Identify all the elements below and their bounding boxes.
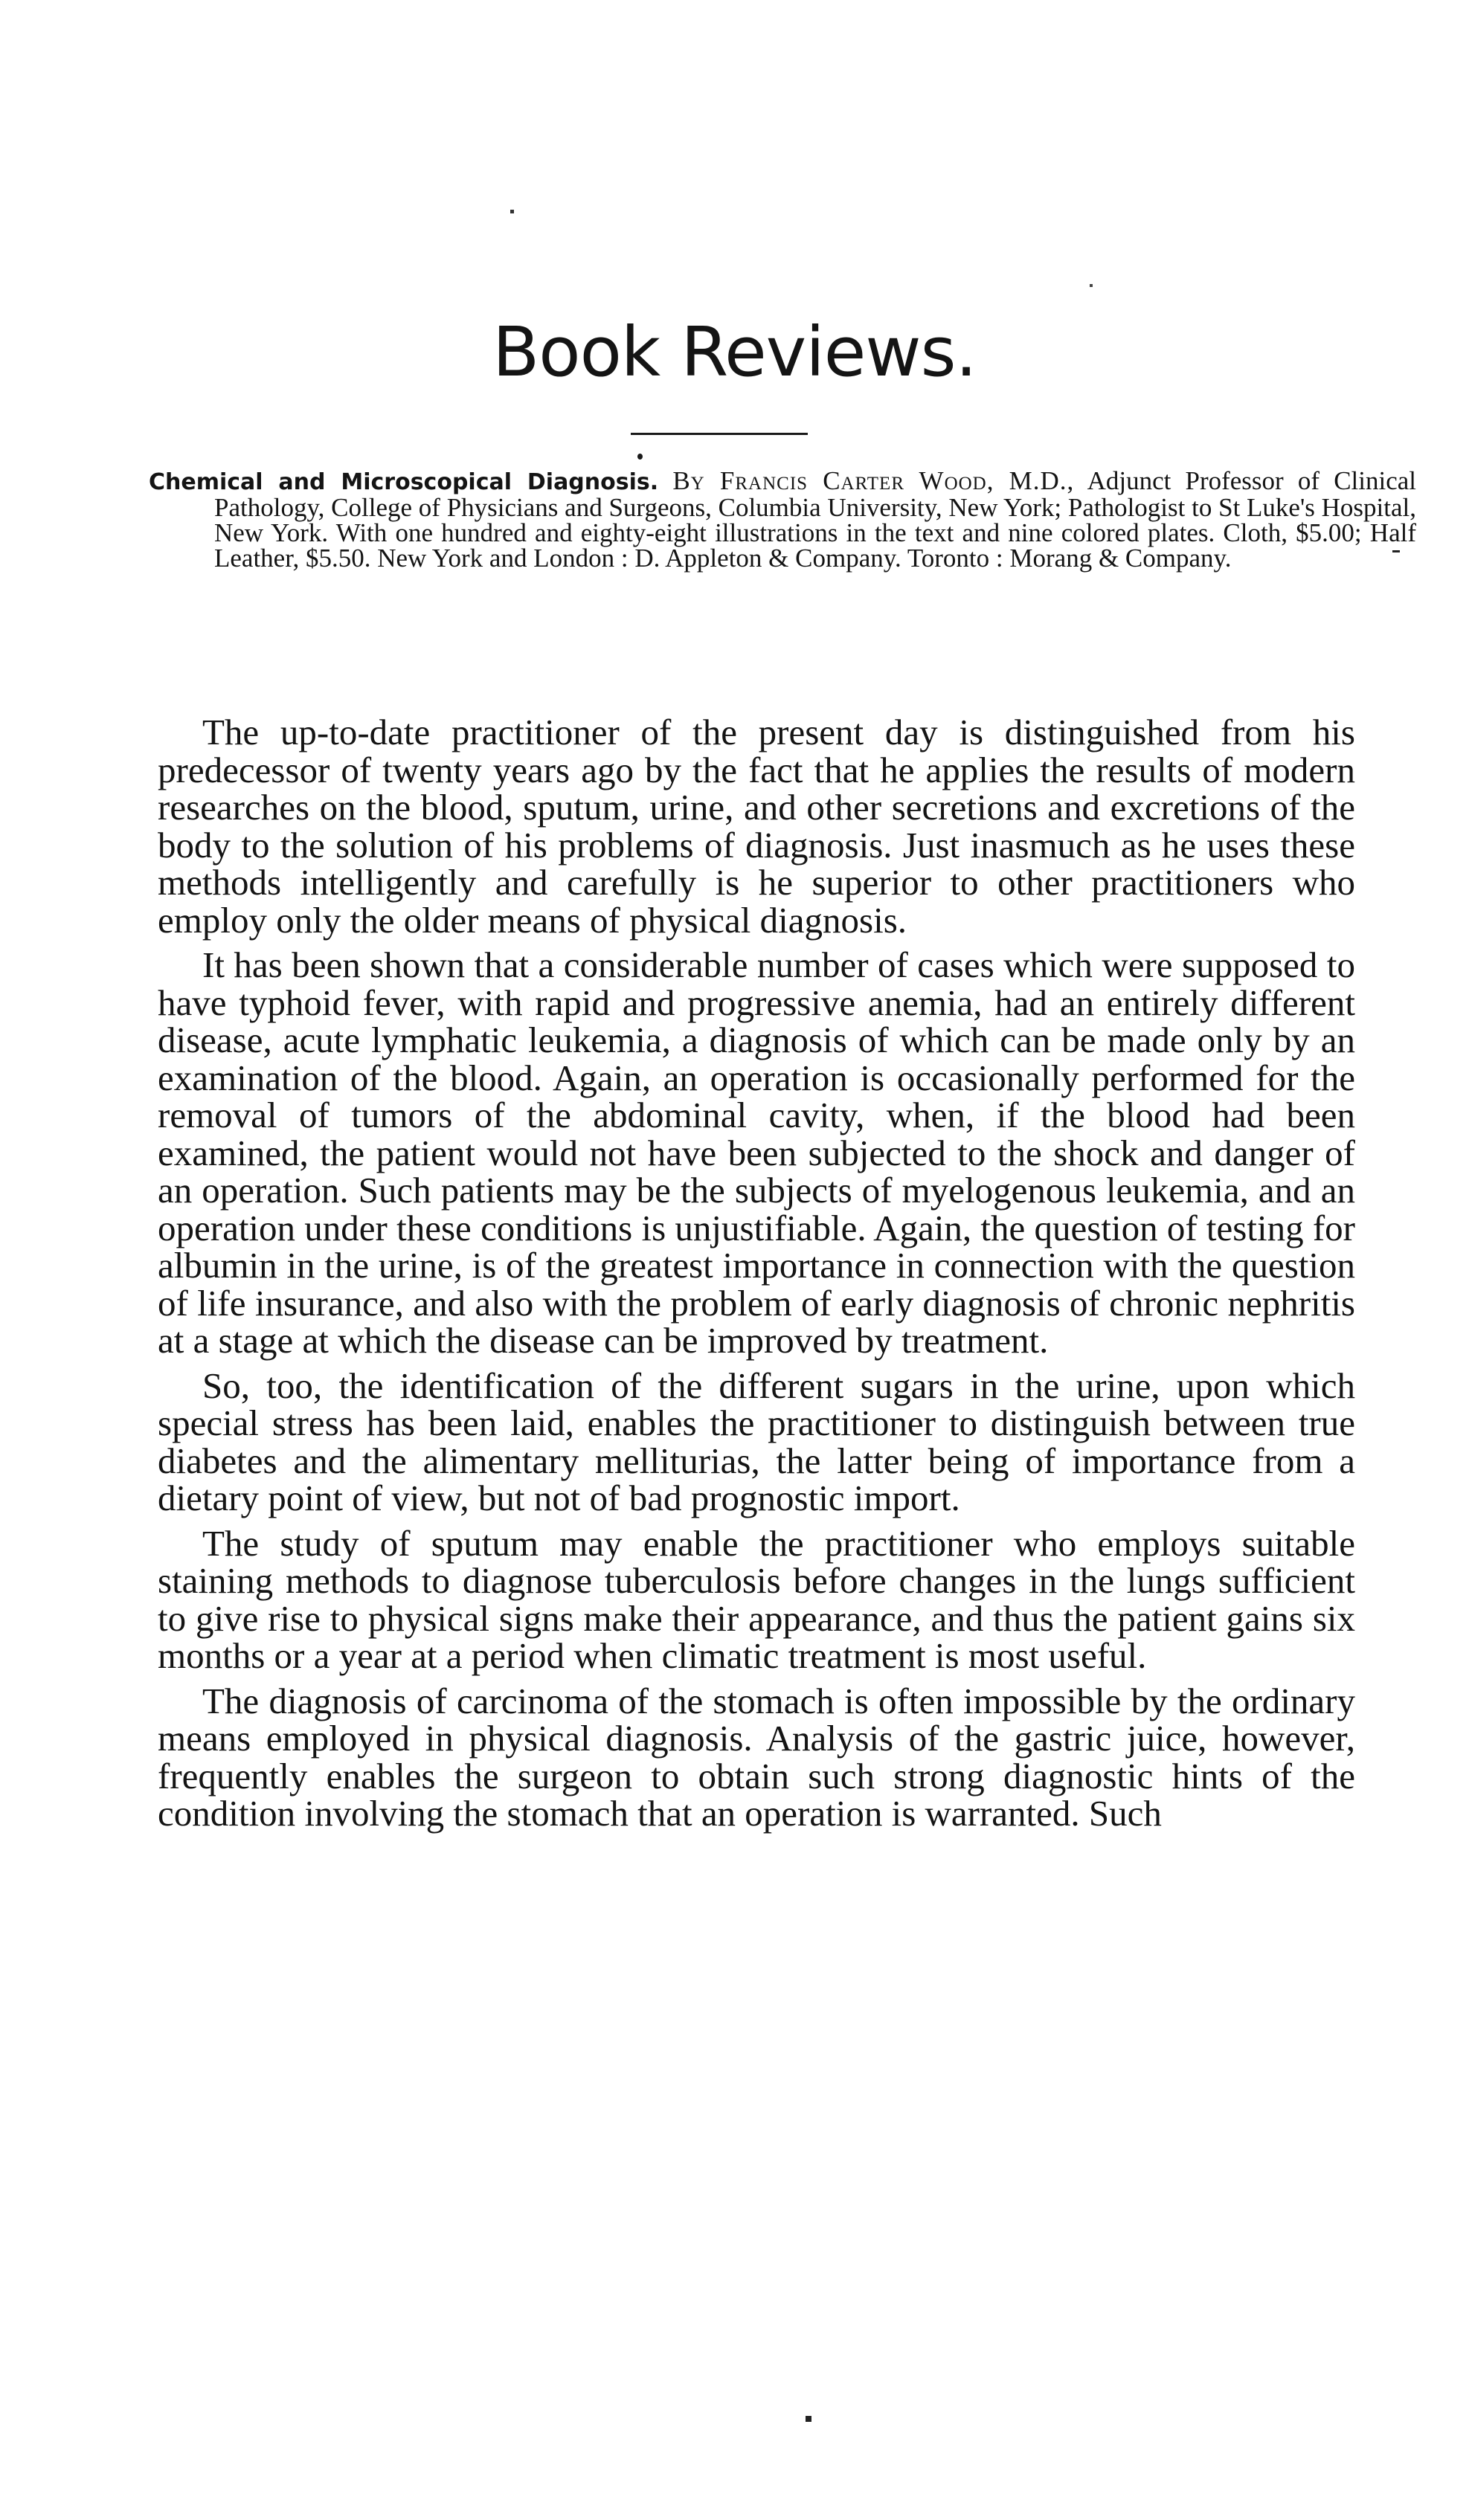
review-paragraph: It has been shown that a considerable number of cases which were supposed to have typhoid fever, with rapid and progressive anemia, had an entirely different disease, acute lymphatic leukemia, a diagnosis of which can be made only by an examination of the blood. Again, an operation is occasionally performed for the removal of tumors of the abdominal cavity, when, if the blood had been examined, the patient would not have been subjected to the shock and danger of an operation. Such patients may be the subjects of myelogenous leukemia, and an operation under these conditions is unjustifiable. Again, the question of testing for albumin in the urine, is of the greatest importance in connection with the question of life insurance, and also with the problem of early diagnosis of chronic nephritis at a stage at which the disease can be improved by treatment. [158, 944, 1355, 1361]
review-paragraph: The diagnosis of carcinoma of the stomach is often impossible by the ordinary means employed in physical diagnosis. Analysis of the gastric juice, however, frequently enables the surgeon to obtain such strong diagnostic hints of the condition involving the stomach that an operation is warranted. Such [158, 1680, 1355, 1834]
heading-ornament [637, 454, 643, 460]
heading-rule [631, 433, 808, 435]
review-paragraph: So, too, the identification of the different sugars in the urine, upon which special stress has been laid, enables the practitioner to distinguish between true diabetes and the alimentary melliturias, the latter being of importance from a dietary point of view, but not of bad prognostic import. [158, 1364, 1355, 1518]
book-citation [149, 468, 1416, 571]
print-speck [1090, 284, 1093, 287]
review-paragraph: The study of sputum may enable the practitioner who employs suitable staining methods to diagnose tuberculosis before changes in the lungs sufficient to give rise to physical signs make their appearance, and thus the patient gains six months or a year at a period when climatic treatment is most useful. [158, 1522, 1355, 1676]
page-heading: Book Reviews. [492, 312, 977, 392]
book-title: Chemical and Microscopical Diagnosis. [149, 469, 659, 495]
print-speck [510, 210, 514, 213]
folio-mark [806, 2416, 811, 2422]
book-author: By Francis Carter Wood, M.D., [672, 466, 1075, 495]
review-paragraph: The up-to-date practitioner of the present day is distinguished from his predecessor of twenty years ago by the fact that he applies the results of modern researches on the blood, sputum, urine, and other secretions and excretions of the body to the solution of his problems of diagnosis. Just inasmuch as he uses these methods intelligently and carefully is he superior to other practitioners who employ only the older means of physical diagnosis. [158, 712, 1355, 941]
book-details: Adjunct Professor of Clinical Pathology, College of Physicians and Surgeons, Columbia University, New York; Pathologist to St Luke's Hospital, New York. With one hundred and eighty-eight illustrations in the text and nine colored plates. Cloth, $5.00; Half Leather, $5.50. New York and London : D. Appleton & Company. Toronto : Morang & Company. [214, 466, 1416, 573]
review-body [158, 714, 1355, 1840]
